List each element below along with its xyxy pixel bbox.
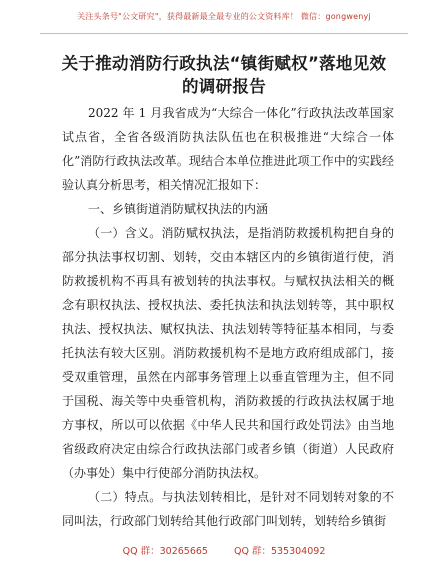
- section-heading: 一、乡镇街道消防赋权执法的内涵: [88, 202, 269, 216]
- intro-paragraph: 2022 年 1 月我省成为“大综合一体化”行政执法改革国家试点省，全省各级消防执法队伍也在积极推进“大综合一体化”消防行政执法改革。现结合本单位推进此项工作中的实践经验认真分析思考，相关情况汇报如下：: [62, 106, 394, 192]
- title-line-2: 的调研报告: [182, 77, 266, 96]
- title-line-1: 关于推动消防行政执法“镇街赋权”落地见效: [61, 54, 387, 73]
- document-title: [40, 52, 408, 98]
- footer-qq-group-1: QQ 群：30265665: [122, 546, 208, 557]
- footer-contact: [0, 543, 448, 557]
- header-note: 关注头条号"公文研究"，获得最新最全最专业的公文资料库！ 微信：gongwenyj: [77, 12, 371, 21]
- features-paragraph: （二）特点。与执法划转相比，是针对不同划转对象的不同叫法，行政部门划转给其他行政部门叫划转，划转给乡镇街: [62, 490, 394, 528]
- header-divider: [40, 33, 408, 34]
- footer-qq-group-2: QQ 群：535304092: [233, 546, 326, 557]
- meaning-paragraph: （一）含义。消防赋权执法，是指消防救援机构把自身的部分执法事权切割、划转，交由本辖区内的乡镇街道行使，消防救援机构不再具有被划转的执法事权。与赋权执法相关的概念有职权执法、授权执法、委托执法和执法划转等，其中职权执法、授权执法、赋权执法、执法划转等特征基本相同，与委托执法有较大区别。消防救援机构不是地方政府组成部门，接受双重管理，虽然在内部事务管理上以垂直管理为主，但不同于国税、海关等中央垂管机构，消防救援的行政执法权属于地方事权，所以可以依据《中华人民共和国行政处罚法》由当地省级政府决定由综合行政执法部门或者乡镇（街道）人民政府（办事处）集中行使部分消防执法权。: [62, 226, 394, 480]
- document-body: [62, 101, 394, 533]
